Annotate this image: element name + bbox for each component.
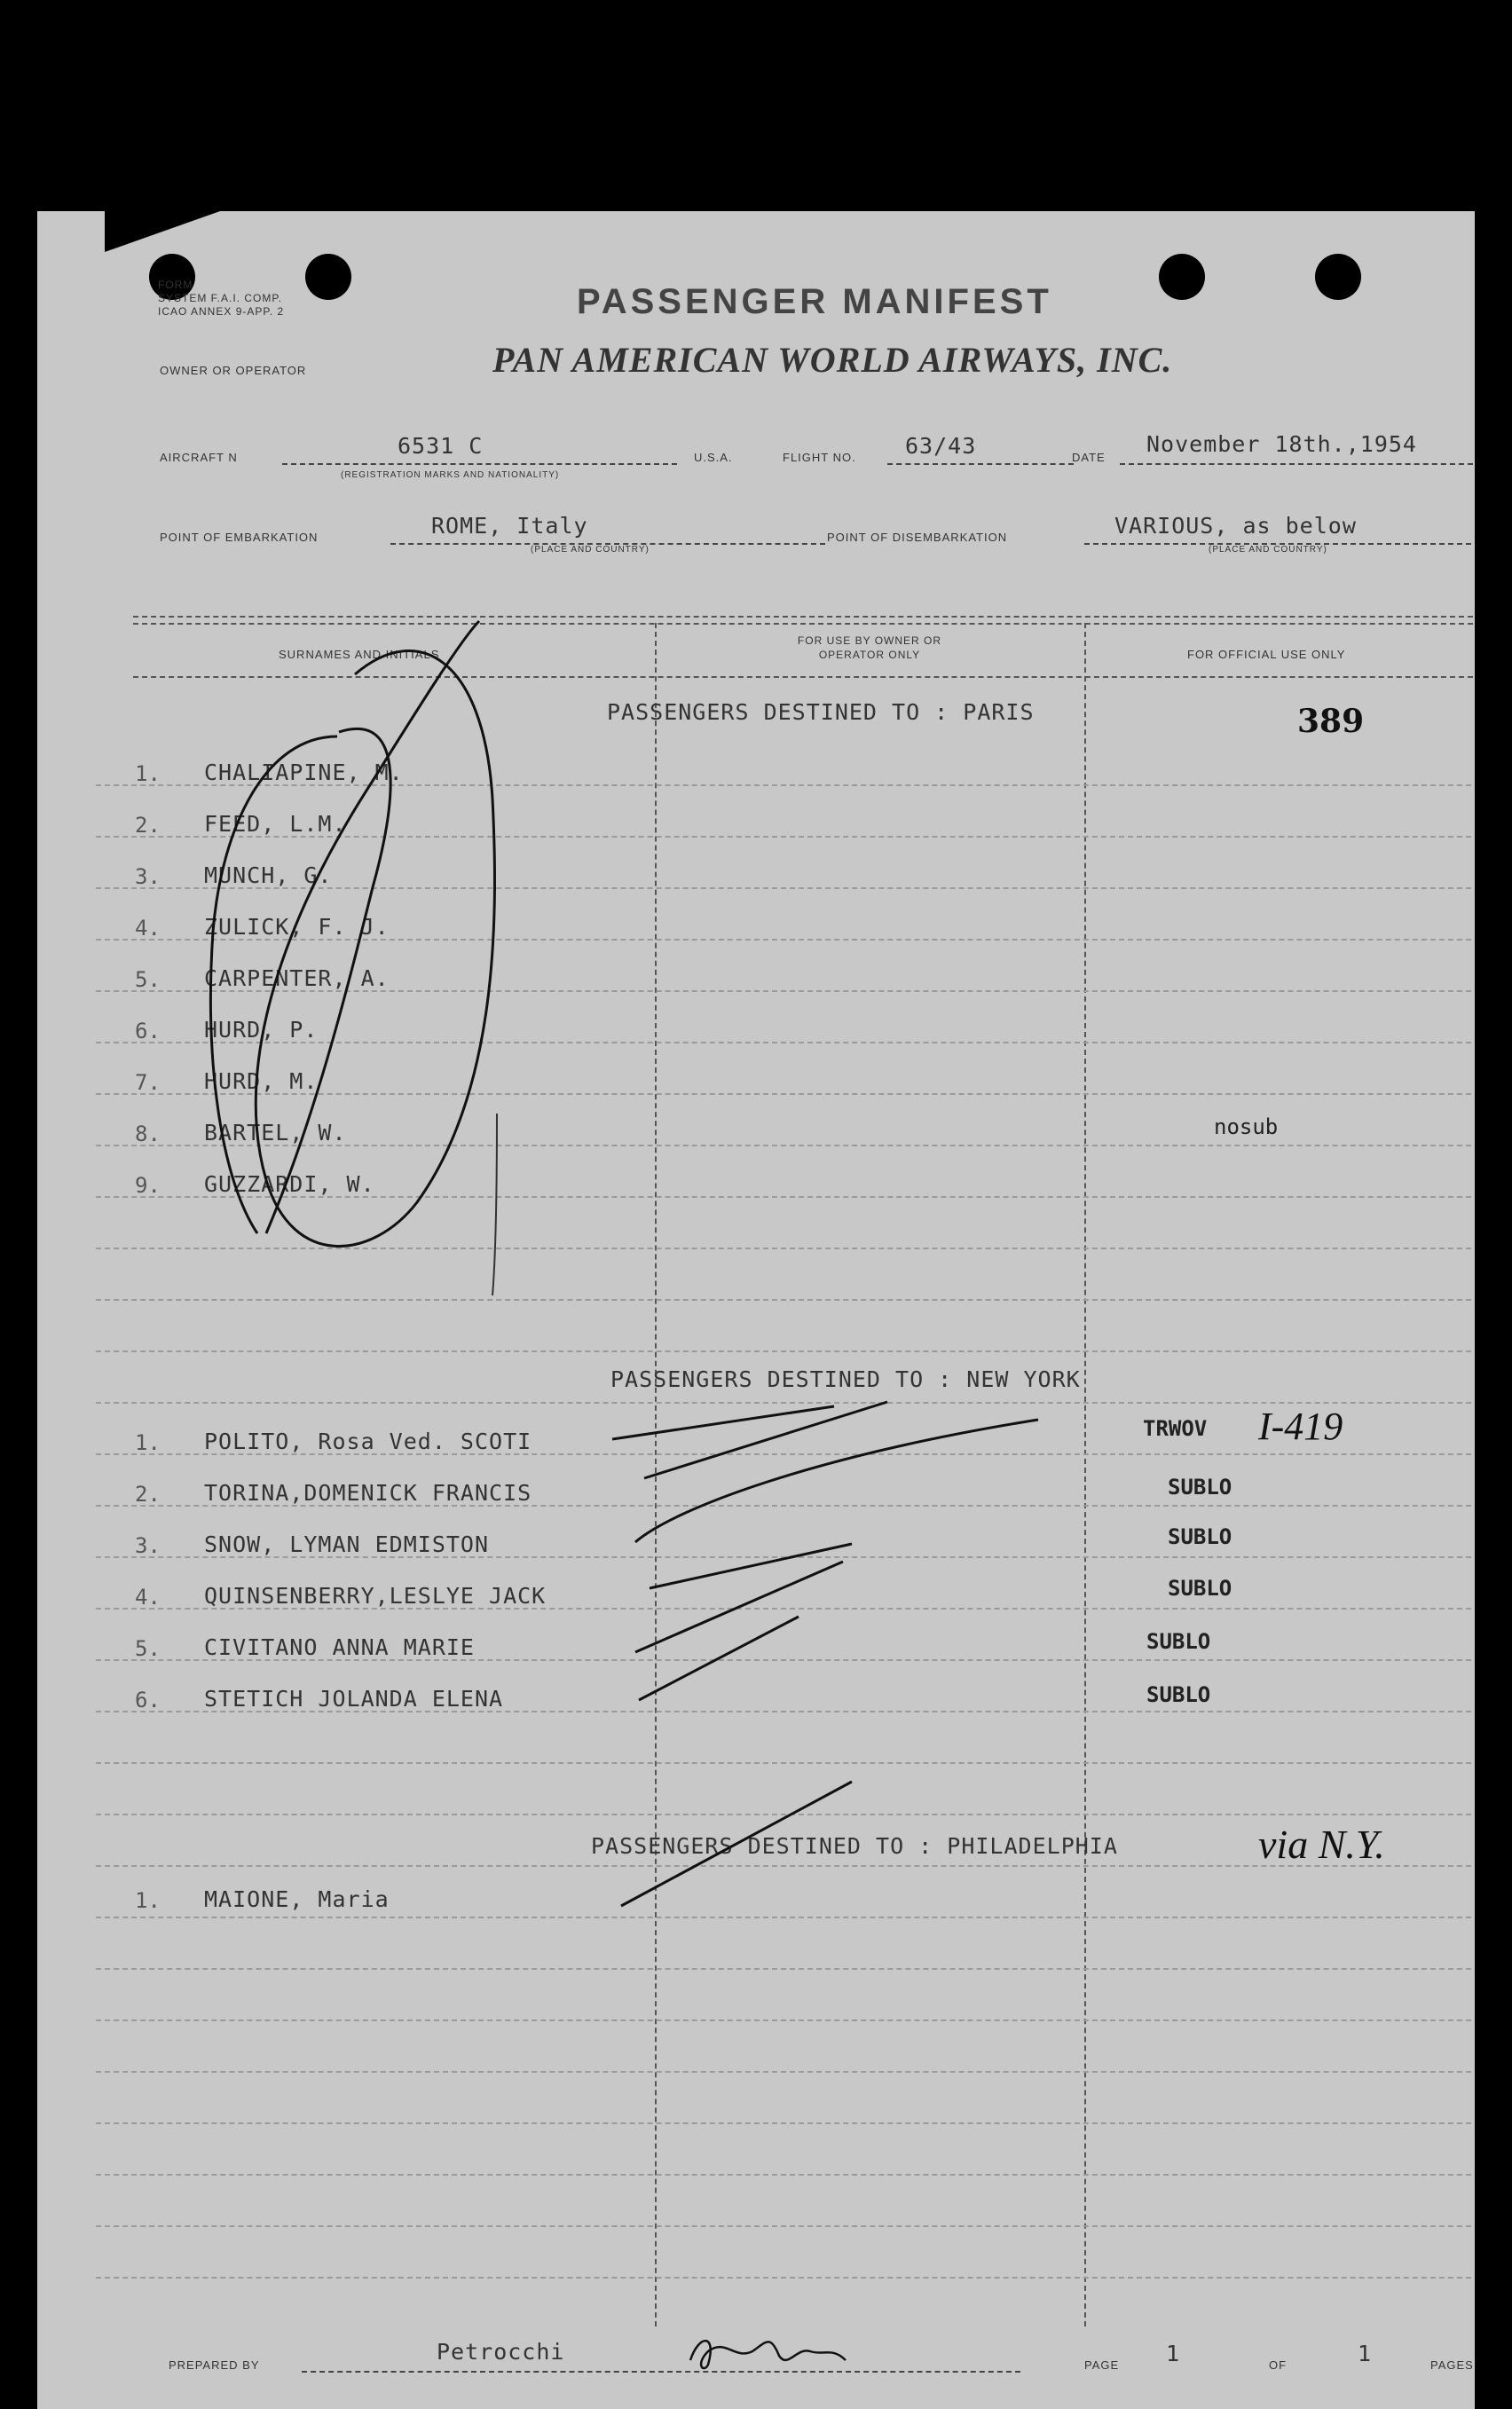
passenger-name: POLITO, Rosa Ved. SCOTI bbox=[204, 1429, 532, 1454]
passenger-name: CARPENTER, A. bbox=[204, 965, 390, 991]
aircraft-value: 6531 C bbox=[398, 433, 484, 459]
prepared-by-value: Petrocchi bbox=[437, 2339, 565, 2365]
date-value: November 18th.,1954 bbox=[1146, 431, 1417, 457]
passenger-name: ZULICK, F. J. bbox=[204, 914, 390, 940]
check-mark bbox=[644, 1402, 887, 1478]
page-number: 1 bbox=[1166, 2341, 1181, 2366]
passenger-name: CIVITANO ANNA MARIE bbox=[204, 1634, 475, 1660]
check-mark bbox=[635, 1420, 1038, 1542]
row-number: 1. bbox=[135, 1888, 161, 1913]
page-title: PASSENGER MANIFEST bbox=[577, 282, 1052, 321]
check-mark bbox=[639, 1617, 799, 1700]
embark-label: POINT OF EMBARKATION bbox=[160, 531, 319, 544]
operator-name: PAN AMERICAN WORLD AIRWAYS, INC. bbox=[492, 340, 1173, 380]
loop-mark bbox=[256, 621, 494, 1247]
passenger-name: STETICH JOLANDA ELENA bbox=[204, 1686, 504, 1712]
row-number: 3. bbox=[135, 864, 161, 889]
col-header-operator: FOR USE BY OWNER OR OPERATOR ONLY bbox=[797, 634, 942, 661]
row-number: 5. bbox=[135, 967, 161, 992]
official-stamp-number: 389 bbox=[1297, 703, 1365, 740]
row-number: 2. bbox=[135, 1482, 161, 1507]
passenger-name: SNOW, LYMAN EDMISTON bbox=[204, 1531, 490, 1557]
row-number: 8. bbox=[135, 1122, 161, 1146]
official-code: SUBLO bbox=[1146, 1682, 1211, 1707]
flight-label: FLIGHT NO. bbox=[783, 451, 856, 464]
loop-mark bbox=[266, 728, 390, 1233]
check-mark bbox=[612, 1406, 834, 1439]
passenger-name: BARTEL, W. bbox=[204, 1120, 347, 1145]
handwritten-note: via N.Y. bbox=[1258, 1822, 1385, 1867]
official-code: nosub bbox=[1214, 1114, 1279, 1139]
official-code: SUBLO bbox=[1168, 1524, 1232, 1549]
col-header-names: SURNAMES AND INITIALS bbox=[279, 648, 440, 661]
form-id-line: SYSTEM F.A.I. COMP. bbox=[158, 292, 283, 304]
passenger-name: HURD, P. bbox=[204, 1017, 319, 1043]
page-label: PAGE bbox=[1084, 2358, 1120, 2372]
form-id-line: FORM bbox=[158, 279, 193, 291]
row-number: 6. bbox=[135, 1688, 161, 1712]
section-heading: PASSENGERS DESTINED TO : PHILADELPHIA bbox=[591, 1833, 1118, 1859]
prepared-by-label: PREPARED BY bbox=[169, 2358, 260, 2372]
embark-sublabel: (PLACE AND COUNTRY) bbox=[531, 545, 650, 555]
row-number: 5. bbox=[135, 1636, 161, 1661]
row-number: 1. bbox=[135, 1430, 161, 1455]
check-mark bbox=[621, 1782, 852, 1906]
disembark-sublabel: (PLACE AND COUNTRY) bbox=[1209, 545, 1327, 555]
of-label: OF bbox=[1269, 2358, 1288, 2372]
aircraft-label: AIRCRAFT N bbox=[160, 451, 238, 464]
passenger-name: CHALIAPINE, M. bbox=[204, 760, 404, 785]
official-code: SUBLO bbox=[1168, 1475, 1232, 1500]
signature-stroke bbox=[690, 2341, 846, 2368]
official-code: SUBLO bbox=[1146, 1629, 1211, 1654]
check-mark bbox=[635, 1562, 843, 1652]
loop-tail bbox=[492, 1114, 497, 1295]
form-id-line: ICAO ANNEX 9-APP. 2 bbox=[158, 305, 285, 318]
passenger-name: QUINSENBERRY,LESLYE JACK bbox=[204, 1583, 547, 1609]
flight-value: 63/43 bbox=[905, 433, 977, 459]
prepared-underline bbox=[302, 2371, 1020, 2373]
passenger-name: FEED, L.M. bbox=[204, 811, 347, 837]
section-heading: PASSENGERS DESTINED TO : PARIS bbox=[607, 699, 1035, 725]
aircraft-sublabel: (REGISTRATION MARKS AND NATIONALITY) bbox=[341, 470, 560, 480]
signature bbox=[681, 2325, 859, 2378]
page-count: 1 bbox=[1358, 2341, 1373, 2366]
pages-label: PAGES bbox=[1430, 2358, 1474, 2372]
row-number: 2. bbox=[135, 813, 161, 838]
row-number: 6. bbox=[135, 1019, 161, 1043]
row-number: 4. bbox=[135, 916, 161, 941]
row-number: 1. bbox=[135, 761, 161, 786]
passenger-name: MUNCH, G. bbox=[204, 862, 333, 888]
date-label: DATE bbox=[1072, 451, 1106, 464]
disembark-value: VARIOUS, as below bbox=[1114, 513, 1357, 539]
passenger-name: GUZZARDI, W. bbox=[204, 1171, 375, 1197]
col-header-official: FOR OFFICIAL USE ONLY bbox=[1187, 648, 1346, 661]
row-number: 4. bbox=[135, 1585, 161, 1610]
check-mark bbox=[650, 1544, 852, 1588]
official-code: SUBLO bbox=[1168, 1576, 1232, 1601]
passenger-name: MAIONE, Maria bbox=[204, 1886, 390, 1912]
usa-label: U.S.A. bbox=[694, 451, 733, 464]
passenger-name: TORINA,DOMENICK FRANCIS bbox=[204, 1480, 532, 1506]
embark-value: ROME, Italy bbox=[431, 513, 588, 539]
operator-label: OWNER OR OPERATOR bbox=[160, 364, 307, 377]
official-code: TRWOV bbox=[1143, 1416, 1208, 1441]
handwritten-note: I-419 bbox=[1258, 1405, 1343, 1448]
row-number: 7. bbox=[135, 1070, 161, 1095]
section-heading: PASSENGERS DESTINED TO : NEW YORK bbox=[610, 1366, 1081, 1392]
row-number: 3. bbox=[135, 1533, 161, 1558]
disembark-label: POINT OF DISEMBARKATION bbox=[827, 531, 1008, 544]
row-number: 9. bbox=[135, 1173, 161, 1198]
passenger-name: HURD, M. bbox=[204, 1068, 319, 1094]
